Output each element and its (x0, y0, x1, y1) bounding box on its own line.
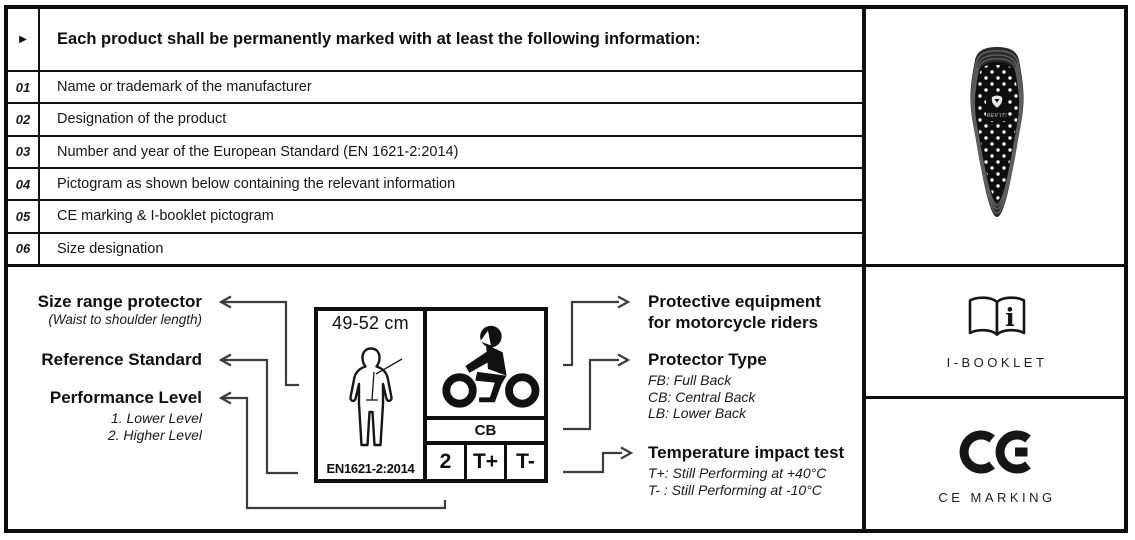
performance-level-item: 2. Higher Level (107, 426, 202, 443)
i-booklet-icon (965, 294, 1029, 342)
performance-temp-row (427, 441, 544, 479)
temperature-test-title: Temperature impact test (648, 443, 845, 462)
row-number: 04 (8, 169, 40, 199)
marking-pictogram (314, 307, 548, 483)
pictogram-explanation-diagram (8, 267, 862, 533)
temperature-test-item: T+: Still Performing at +40°C (648, 465, 827, 481)
temperature-test-item: T- : Still Performing at -10°C (648, 481, 822, 498)
rider-cell (427, 311, 544, 416)
row-text: Size designation (57, 240, 164, 257)
table-row (8, 201, 862, 233)
temp-high-value: T+ (464, 445, 507, 479)
row-number: 05 (8, 201, 40, 231)
standard-value: EN1621-2:2014 (326, 461, 415, 476)
reference-standard-title: Reference Standard (41, 350, 202, 369)
performance-level-label (22, 388, 202, 443)
row-text: Name or trademark of the manufacturer (57, 79, 312, 96)
row-number: 01 (8, 72, 40, 102)
table-row (8, 169, 862, 201)
back-protector-cell (866, 9, 1128, 264)
performance-level-item: 1. Lower Level (110, 410, 202, 426)
performance-level-value: 2 (439, 450, 452, 473)
protector-type-label (648, 350, 868, 422)
row-number: 02 (8, 104, 40, 134)
ce-mark-icon (959, 427, 1035, 477)
table-row (8, 104, 862, 136)
ce-marking-cell (866, 399, 1128, 532)
ce-marking-label: CE MARKING (938, 489, 1056, 505)
protective-equipment-label (648, 291, 868, 333)
motorcycle-rider-icon (431, 315, 541, 413)
rev-it-logo-icon (986, 93, 1008, 121)
temperature-test-label (648, 443, 868, 498)
header-marker-cell (8, 9, 40, 70)
table-header-text: Each product shall be permanently marked with at least the following information: (57, 30, 701, 48)
protector-type-item: FB: Full Back (648, 372, 732, 388)
row-text: CE marking & I-booklet pictogram (57, 208, 274, 225)
human-figure-icon (334, 345, 408, 451)
performance-level-title: Performance Level (49, 388, 202, 407)
size-range-value: 49-52 cm (332, 313, 409, 333)
protector-type-item: CB: Central Back (648, 388, 756, 405)
reference-standard-label (22, 350, 202, 369)
equipment-title-line2: for motorcycle riders (648, 313, 819, 332)
row-number: 03 (8, 137, 40, 167)
table-row (8, 72, 862, 104)
table-header-row (8, 9, 862, 72)
brand-text: REV'IT! (986, 112, 1008, 119)
ibooklet-cell (866, 267, 1128, 396)
size-range-subtitle: (Waist to shoulder length) (48, 312, 202, 327)
marking-requirements-table (8, 9, 862, 264)
pictogram-right-column (427, 311, 544, 479)
row-number: 06 (8, 234, 40, 264)
size-range-label (22, 292, 202, 328)
protector-type-item: LB: Lower Back (648, 405, 747, 421)
protector-type-title: Protector Type (648, 350, 767, 369)
svg-text:i: i (1005, 302, 1015, 332)
ibooklet-label: I-BOOKLET (946, 354, 1048, 370)
row-text: Number and year of the European Standard (EN 1621-2:2014) (57, 143, 459, 160)
row-text: Designation of the product (57, 111, 227, 128)
table-row (8, 137, 862, 169)
protector-type-value: CB (427, 416, 544, 441)
row-text: Pictogram as shown below containing the relevant information (57, 176, 456, 193)
size-range-title: Size range protector (37, 292, 202, 311)
temp-low-value: T- (516, 450, 535, 473)
table-row (8, 234, 862, 264)
back-protector-image (953, 45, 1041, 229)
equipment-title-line1: Protective equipment (648, 292, 821, 311)
triangle-marker-icon: ▶ (19, 33, 27, 45)
pictogram-size-cell (318, 311, 427, 479)
